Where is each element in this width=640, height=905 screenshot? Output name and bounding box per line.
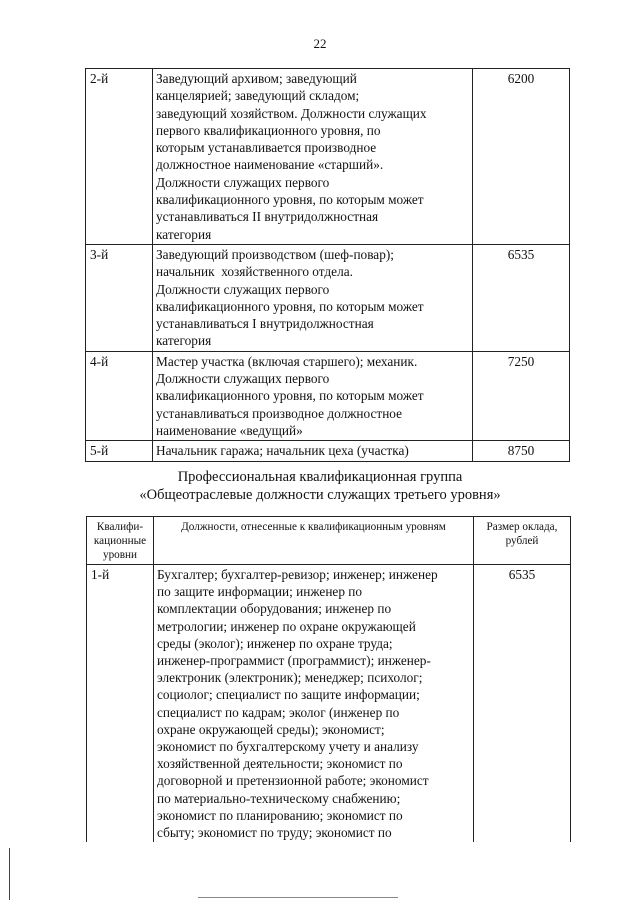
- position-line: комплектации оборудования; инженер по: [157, 601, 392, 617]
- position-line: устанавливаться II внутридолжностная: [156, 209, 379, 225]
- header-line: кационные: [93, 535, 147, 547]
- position-line: Должности служащих первого: [156, 174, 330, 190]
- salary-cell: 6535: [474, 565, 571, 843]
- positions-cell: [153, 69, 473, 245]
- salary-column-header: [474, 517, 571, 565]
- position-line: должностное наименование «старший».: [156, 157, 384, 173]
- position-line: наименование «ведущий»: [156, 422, 303, 438]
- position-line: квалификационного уровня, по которым может: [156, 192, 424, 208]
- position-line: начальник хозяйственного отдела.: [156, 264, 353, 280]
- level-cell: 1-й: [87, 565, 154, 843]
- position-line: квалификационного уровня, по которым может: [156, 388, 424, 404]
- section-heading: [0, 468, 640, 504]
- scan-edge-line: [198, 897, 398, 898]
- position-line: устанавливаться производное должностное: [156, 405, 403, 421]
- position-line: по защите информации; инженер по: [157, 584, 363, 600]
- positions-cell: [153, 244, 473, 351]
- position-line: Начальник гаража; начальник цеха (участка): [156, 443, 409, 459]
- position-line: инженер-программист (программист); инженер-: [157, 653, 431, 669]
- position-line: устанавливаться I внутридолжностная: [156, 316, 374, 332]
- level-cell: 3-й: [86, 244, 153, 351]
- position-line: заведующий хозяйством. Должности служащих: [156, 105, 427, 121]
- lower-salary-table: [86, 516, 571, 842]
- table-row: [86, 351, 570, 440]
- position-line: экономист по бухгалтерскому учету и анализу: [157, 739, 419, 755]
- position-line: которым устанавливается производное: [156, 140, 377, 156]
- header-line: Размер оклада,: [486, 521, 558, 533]
- table-row: [86, 69, 570, 245]
- heading-line: «Общеотраслевые должности служащих третьего уровня»: [139, 487, 501, 503]
- salary-cell: 8750: [473, 441, 570, 461]
- table-row: [86, 441, 570, 461]
- position-line: Мастер участка (включая старшего); механик.: [156, 353, 418, 369]
- upper-salary-table: [85, 68, 570, 462]
- positions-cell: [153, 441, 473, 461]
- level-cell: 2-й: [86, 69, 153, 245]
- page-number: 22: [313, 36, 327, 51]
- positions-cell: [153, 351, 473, 440]
- level-cell: 4-й: [86, 351, 153, 440]
- positions-column-header: Должности, отнесенные к квалификационным уровням: [154, 517, 474, 565]
- heading-line: Профессиональная квалификационная группа: [177, 469, 463, 485]
- level-column-header: [87, 517, 154, 565]
- position-line: специалист по кадрам; эколог (инженер по: [157, 704, 400, 720]
- position-line: Должности служащих первого: [156, 281, 330, 297]
- position-line: Заведующий производством (шеф-повар);: [156, 246, 394, 262]
- position-line: квалификационного уровня, по которым может: [156, 298, 424, 314]
- position-line: сбыту; экономист по труду; экономист по: [157, 825, 392, 841]
- position-line: Заведующий архивом; заведующий: [156, 71, 357, 86]
- position-line: категория: [156, 226, 212, 242]
- table-row: [87, 565, 571, 843]
- position-line: хозяйственной деятельности; экономист по: [157, 756, 403, 772]
- position-line: метрологии; инженер по охране окружающей: [157, 618, 416, 634]
- position-line: экономист по планированию; экономист по: [157, 807, 403, 823]
- salary-cell: 7250: [473, 351, 570, 440]
- position-line: по материально-техническому снабжению;: [157, 790, 401, 806]
- header-line: уровни: [102, 549, 138, 561]
- position-line: договорной и претензионной работе; экономист: [157, 773, 429, 789]
- position-line: первого квалификационного уровня, по: [156, 122, 381, 138]
- header-line: Квалифи-: [96, 521, 144, 533]
- position-line: социолог; специалист по защите информации;: [157, 687, 420, 703]
- position-line: Бухгалтер; бухгалтер-ревизор; инженер; инженер: [157, 567, 438, 582]
- position-line: электроник (электроник); менеджер; психолог;: [157, 670, 423, 686]
- position-line: Должности служащих первого: [156, 371, 330, 387]
- salary-cell: 6200: [473, 69, 570, 245]
- position-line: охране окружающей среды); экономист;: [157, 721, 385, 737]
- level-cell: 5-й: [86, 441, 153, 461]
- table-row: [86, 244, 570, 351]
- position-line: канцелярией; заведующий складом;: [156, 88, 360, 104]
- position-line: категория: [156, 333, 212, 349]
- table-header-row: [87, 517, 571, 565]
- margin-line: [9, 848, 10, 900]
- positions-cell: [154, 565, 474, 843]
- position-line: среды (эколог); инженер по охране труда;: [157, 635, 393, 651]
- salary-cell: 6535: [473, 244, 570, 351]
- header-line: рублей: [505, 535, 539, 547]
